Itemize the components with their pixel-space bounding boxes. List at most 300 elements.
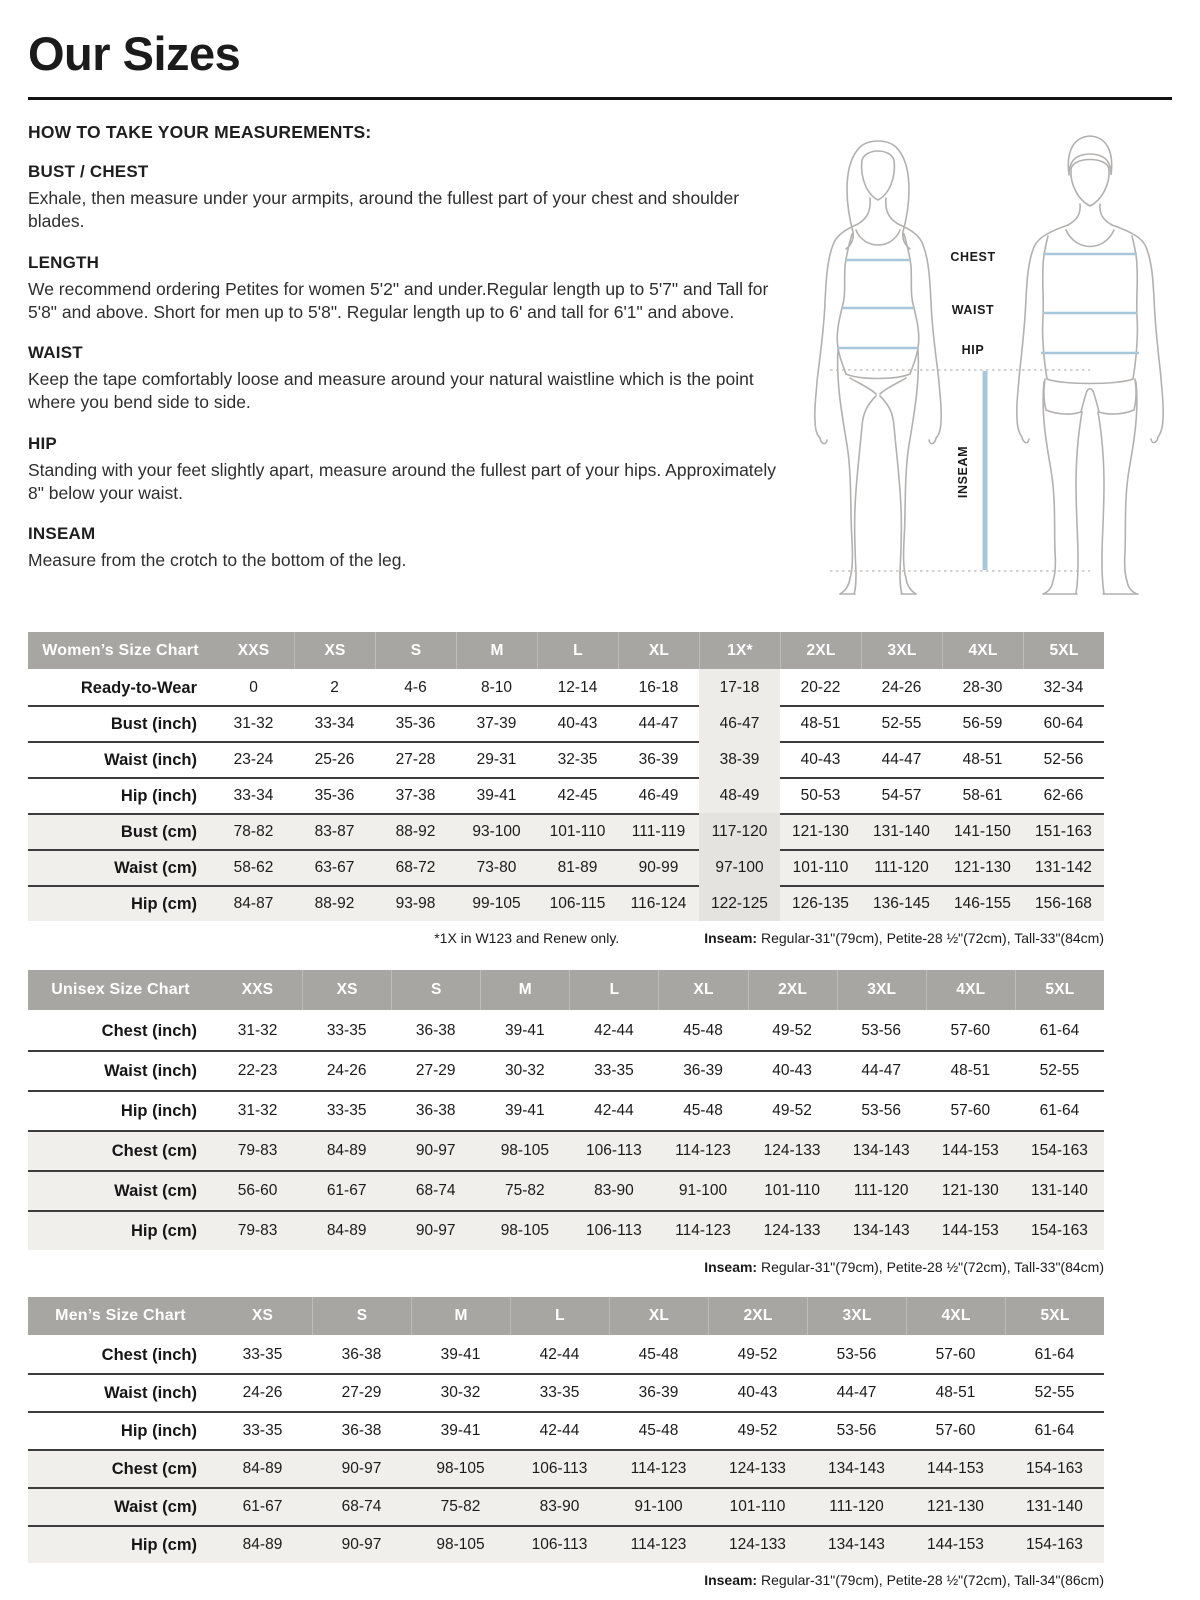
size-cell: 33-35 (326, 1022, 367, 1039)
row-label: Waist (inch) (28, 1373, 213, 1411)
size-cell: 32-34 (1043, 679, 1084, 696)
size-column-header: M (456, 632, 537, 669)
size-cell: 101-110 (748, 1170, 837, 1210)
size-cell: 134-143 (837, 1210, 926, 1250)
section-inseam (28, 524, 778, 572)
size-cell: 39-41 (456, 777, 537, 813)
size-column-header: 2XL (748, 970, 837, 1010)
size-cell: 53-56 (836, 1346, 877, 1363)
row-label: Hip (cm) (28, 1210, 213, 1250)
footnote-inseam (704, 1259, 1104, 1275)
page-title: Our Sizes (28, 27, 241, 80)
size-column-header: XL (618, 632, 699, 669)
hip-label: HIP (961, 343, 985, 357)
size-cell: 97-100 (699, 849, 780, 885)
size-cell: 45-48 (658, 1090, 747, 1130)
size-cell: 8-10 (480, 679, 513, 696)
size-cell: 33-35 (302, 1090, 391, 1130)
size-column-header: M (411, 1297, 510, 1335)
size-cell: 27-29 (391, 1050, 480, 1090)
size-column-header: XS (213, 1297, 312, 1335)
size-cell: 44-47 (837, 1050, 926, 1090)
size-cell: 144-153 (906, 1525, 1005, 1563)
size-cell: 28-30 (962, 679, 1003, 696)
size-cell: 39-41 (440, 1346, 481, 1363)
size-cell: 124-133 (708, 1525, 807, 1563)
size-cell: 61-67 (213, 1487, 312, 1525)
size-cell: 33-35 (569, 1050, 658, 1090)
diagram-labels (950, 250, 995, 498)
size-cell: 45-48 (609, 1411, 708, 1449)
size-cell: 25-26 (294, 741, 375, 777)
row-label: Hip (inch) (28, 1090, 213, 1130)
size-cell: 56-60 (213, 1170, 302, 1210)
size-cell: 141-150 (942, 813, 1023, 849)
size-cell: 42-44 (569, 1090, 658, 1130)
size-cell: 33-35 (213, 1411, 312, 1449)
size-cell: 4-6 (404, 679, 427, 696)
size-cell: 99-105 (456, 885, 537, 921)
size-cell: 57-60 (906, 1411, 1005, 1449)
size-cell: 39-41 (505, 1022, 545, 1039)
size-cell: 154-163 (1005, 1449, 1104, 1487)
row-label: Chest (cm) (28, 1449, 213, 1487)
row-label: Waist (inch) (28, 741, 213, 777)
size-cell: 36-39 (618, 741, 699, 777)
measurement-instructions (28, 118, 778, 610)
size-cell: 111-120 (861, 849, 942, 885)
size-cell: 144-153 (906, 1449, 1005, 1487)
size-cell: 0 (249, 679, 258, 696)
section-body: Standing with your feet slightly apart, measure around the fullest part of your hips. Approximately 8" below your waist. (28, 459, 777, 503)
table-row (28, 1130, 1104, 1170)
size-cell: 81-89 (537, 849, 618, 885)
size-cell: 36-39 (609, 1373, 708, 1411)
size-cell: 68-74 (391, 1170, 480, 1210)
table-row (28, 1010, 1104, 1050)
size-cell: 98-105 (411, 1449, 510, 1487)
footnote-inseam-text: Regular-31"(79cm), Petite-28 ½"(72cm), Tall-34"(86cm) (757, 1572, 1104, 1588)
size-cell: 124-133 (748, 1210, 837, 1250)
size-cell: 121-130 (926, 1170, 1015, 1210)
size-column-header: 3XL (861, 632, 942, 669)
unisex-size-chart-table (28, 970, 1104, 1250)
table-row (28, 849, 1104, 885)
size-cell: 134-143 (837, 1130, 926, 1170)
size-cell: 124-133 (708, 1449, 807, 1487)
size-cell: 117-120 (699, 813, 780, 849)
size-cell: 60-64 (1023, 705, 1104, 741)
size-cell: 22-23 (213, 1050, 302, 1090)
table-row (28, 1373, 1104, 1411)
size-column-header: 2XL (708, 1297, 807, 1335)
size-cell: 90-97 (391, 1130, 480, 1170)
size-column-header: L (569, 970, 658, 1010)
section-waist (28, 343, 778, 415)
size-cell: 31-32 (213, 705, 294, 741)
size-cell: 122-125 (699, 885, 780, 921)
size-cell: 52-55 (1005, 1373, 1104, 1411)
row-label: Bust (inch) (28, 705, 213, 741)
size-cell: 111-119 (618, 813, 699, 849)
size-cell: 52-55 (1015, 1050, 1104, 1090)
table-row (28, 813, 1104, 849)
row-label: Waist (cm) (28, 849, 213, 885)
size-cell: 121-130 (942, 849, 1023, 885)
womens-table-title: Women’s Size Chart (28, 632, 213, 669)
size-cell: 106-113 (569, 1210, 658, 1250)
size-cell: 24-26 (302, 1050, 391, 1090)
footnote-1x-note: *1X in W123 and Renew only. (434, 930, 620, 946)
section-body: Keep the tape comfortably loose and measure around your natural waistline which is the point where you bend side to side. (28, 369, 754, 413)
footnote-inseam-label: Inseam: (704, 1572, 758, 1588)
measurement-diagram (788, 118, 1172, 610)
size-column-header: 5XL (1015, 970, 1104, 1010)
row-label: Hip (cm) (28, 885, 213, 921)
mens-size-chart-table-host (28, 1297, 1104, 1563)
footnote-inseam-label: Inseam: (704, 1259, 758, 1275)
mens-size-chart-section (28, 1297, 1104, 1588)
size-cell: 40-43 (537, 705, 618, 741)
size-cell: 42-44 (510, 1411, 609, 1449)
size-cell: 106-113 (510, 1525, 609, 1563)
size-cell: 33-34 (213, 777, 294, 813)
size-cell: 61-64 (1015, 1090, 1104, 1130)
size-column-header: XL (609, 1297, 708, 1335)
row-label: Chest (inch) (101, 1345, 197, 1364)
size-cell: 16-18 (638, 679, 679, 696)
size-cell: 2 (330, 679, 339, 696)
size-cell: 33-35 (510, 1373, 609, 1411)
size-cell: 68-74 (312, 1487, 411, 1525)
size-cell: 93-100 (456, 813, 537, 849)
size-cell: 90-99 (618, 849, 699, 885)
size-cell: 46-49 (618, 777, 699, 813)
table-row (28, 1050, 1104, 1090)
size-cell: 31-32 (213, 1090, 302, 1130)
size-cell: 98-105 (411, 1525, 510, 1563)
size-cell: 49-52 (772, 1022, 812, 1039)
size-cell: 154-163 (1005, 1525, 1104, 1563)
row-label: Hip (inch) (28, 1411, 213, 1449)
size-cell: 106-115 (537, 885, 618, 921)
unisex-size-chart-table-host (28, 970, 1104, 1250)
waist-label: WAIST (951, 303, 995, 317)
size-column-header: 4XL (926, 970, 1015, 1010)
size-cell: 90-97 (312, 1525, 411, 1563)
size-column-header: 4XL (906, 1297, 1005, 1335)
size-cell: 45-48 (683, 1022, 723, 1039)
size-cell: 84-89 (213, 1449, 312, 1487)
size-cell: 73-80 (456, 849, 537, 885)
table-row (28, 1335, 1104, 1373)
size-cell: 57-60 (926, 1090, 1015, 1130)
size-cell: 88-92 (375, 813, 456, 849)
size-cell: 35-36 (375, 705, 456, 741)
womens-table-footnotes (28, 930, 1104, 946)
size-cell: 101-110 (537, 813, 618, 849)
size-column-header: XS (302, 970, 391, 1010)
table-row (28, 741, 1104, 777)
size-cell: 46-47 (699, 705, 780, 741)
size-cell: 121-130 (780, 813, 861, 849)
size-cell: 33-35 (242, 1346, 283, 1363)
size-cell: 57-60 (935, 1346, 976, 1363)
size-cell: 48-49 (699, 777, 780, 813)
size-cell: 114-123 (609, 1525, 708, 1563)
size-cell: 154-163 (1015, 1130, 1104, 1170)
size-cell: 131-140 (861, 813, 942, 849)
size-cell: 98-105 (480, 1130, 569, 1170)
top-section (28, 118, 1172, 610)
section-body: Measure from the crotch to the bottom of the leg. (28, 550, 407, 571)
size-cell: 36-38 (312, 1411, 411, 1449)
row-label: Chest (cm) (28, 1130, 213, 1170)
size-cell: 53-56 (861, 1022, 902, 1039)
size-cell: 111-120 (837, 1170, 926, 1210)
womens-size-chart-table (28, 632, 1104, 921)
section-heading: INSEAM (28, 524, 96, 544)
mens-table-title: Men’s Size Chart (28, 1297, 213, 1335)
size-cell: 17-18 (699, 669, 780, 705)
size-cell: 40-43 (748, 1050, 837, 1090)
table-row (28, 1210, 1104, 1250)
size-cell: 84-87 (213, 885, 294, 921)
size-column-header: XL (658, 970, 747, 1010)
size-cell: 30-32 (411, 1373, 510, 1411)
size-cell: 106-113 (569, 1130, 658, 1170)
footnote-inseam (704, 930, 1104, 946)
size-cell: 93-98 (375, 885, 456, 921)
size-cell: 37-39 (456, 705, 537, 741)
table-row (28, 1449, 1104, 1487)
size-cell: 36-39 (658, 1050, 747, 1090)
size-column-header: S (375, 632, 456, 669)
size-cell: 114-123 (609, 1449, 708, 1487)
size-cell: 134-143 (807, 1449, 906, 1487)
footnote-inseam-text: Regular-31"(79cm), Petite-28 ½"(72cm), Tall-33"(84cm) (757, 1259, 1104, 1275)
size-column-header: M (480, 970, 569, 1010)
size-cell: 136-145 (861, 885, 942, 921)
footnote-inseam-label: Inseam: (704, 930, 758, 946)
section-heading: HIP (28, 433, 57, 453)
size-cell: 27-29 (312, 1373, 411, 1411)
section-body: Exhale, then measure under your armpits, around the fullest part of your chest and shoulder blades. (28, 188, 740, 232)
size-cell: 24-26 (881, 679, 922, 696)
section-bust-chest (28, 162, 778, 234)
chest-label: CHEST (950, 250, 996, 264)
size-cell: 29-31 (456, 741, 537, 777)
instructions-heading: HOW TO TAKE YOUR MEASUREMENTS: (28, 122, 372, 142)
size-cell: 48-51 (942, 741, 1023, 777)
size-cell: 88-92 (294, 885, 375, 921)
row-label: Chest (inch) (101, 1021, 197, 1040)
size-cell: 42-44 (539, 1346, 580, 1363)
table-row (28, 1411, 1104, 1449)
size-column-header: 5XL (1023, 632, 1104, 669)
size-column-header: 1X* (699, 632, 780, 669)
row-label: Waist (cm) (28, 1170, 213, 1210)
size-cell: 114-123 (658, 1130, 747, 1170)
footnote-inseam (704, 1572, 1104, 1588)
size-cell: 61-64 (1039, 1022, 1080, 1039)
size-cell: 83-90 (510, 1487, 609, 1525)
size-column-header: XXS (213, 970, 302, 1010)
section-body: We recommend ordering Petites for women 5'2" and under.Regular length up to 5'7" and Tall for 5'8" and above. Short for men up to 5'8". Regular length up to 6' and tall for 6'1" and above. (28, 278, 769, 322)
size-column-header: XS (294, 632, 375, 669)
size-cell: 131-140 (1005, 1487, 1104, 1525)
size-cell: 44-47 (618, 705, 699, 741)
footnote-inseam-text: Regular-31"(79cm), Petite-28 ½"(72cm), Tall-33"(84cm) (757, 930, 1104, 946)
section-length (28, 253, 778, 325)
size-cell: 44-47 (861, 741, 942, 777)
size-cell: 62-66 (1023, 777, 1104, 813)
size-cell: 33-34 (294, 705, 375, 741)
size-cell: 78-82 (213, 813, 294, 849)
size-cell: 37-38 (375, 777, 456, 813)
size-cell: 39-41 (411, 1411, 510, 1449)
size-cell: 48-51 (926, 1050, 1015, 1090)
size-cell: 83-87 (294, 813, 375, 849)
row-label: Waist (inch) (28, 1050, 213, 1090)
unisex-size-chart-section (28, 970, 1104, 1275)
unisex-table-footnotes (28, 1259, 1104, 1275)
size-cell: 101-110 (780, 849, 861, 885)
size-cell: 156-168 (1023, 885, 1104, 921)
section-heading: BUST / CHEST (28, 162, 149, 181)
size-cell: 79-83 (213, 1130, 302, 1170)
size-cell: 35-36 (294, 777, 375, 813)
size-column-header: 5XL (1005, 1297, 1104, 1335)
size-cell: 111-120 (807, 1487, 906, 1525)
body-measurement-illustration (790, 120, 1170, 598)
size-cell: 131-140 (1015, 1170, 1104, 1210)
size-cell: 48-51 (906, 1373, 1005, 1411)
size-cell: 50-53 (780, 777, 861, 813)
size-cell: 79-83 (213, 1210, 302, 1250)
table-row (28, 705, 1104, 741)
section-heading: WAIST (28, 343, 83, 363)
size-cell: 12-14 (557, 679, 598, 696)
table-row (28, 1487, 1104, 1525)
size-cell: 68-72 (375, 849, 456, 885)
size-cell: 40-43 (780, 741, 861, 777)
size-cell: 27-28 (375, 741, 456, 777)
size-cell: 49-52 (708, 1411, 807, 1449)
size-column-header: 2XL (780, 632, 861, 669)
table-row (28, 1090, 1104, 1130)
mens-size-chart-table (28, 1297, 1104, 1563)
size-cell: 106-113 (510, 1449, 609, 1487)
size-cell: 91-100 (658, 1170, 747, 1210)
size-cell: 61-64 (1005, 1411, 1104, 1449)
size-cell: 20-22 (800, 679, 841, 696)
size-cell: 52-56 (1023, 741, 1104, 777)
size-cell: 36-38 (415, 1022, 456, 1039)
size-cell: 48-51 (780, 705, 861, 741)
table-row (28, 777, 1104, 813)
size-cell: 146-155 (942, 885, 1023, 921)
size-cell: 31-32 (237, 1022, 278, 1039)
title-divider (28, 97, 1172, 100)
size-cell: 151-163 (1023, 813, 1104, 849)
womens-size-chart-section (28, 632, 1104, 946)
size-cell: 63-67 (294, 849, 375, 885)
section-heading: LENGTH (28, 252, 100, 272)
size-column-header: L (537, 632, 618, 669)
size-cell: 98-105 (480, 1210, 569, 1250)
size-cell: 91-100 (609, 1487, 708, 1525)
size-cell: 124-133 (748, 1130, 837, 1170)
size-cell: 121-130 (906, 1487, 1005, 1525)
size-cell: 36-38 (391, 1090, 480, 1130)
size-cell: 52-55 (861, 705, 942, 741)
size-cell: 84-89 (302, 1130, 391, 1170)
size-cell: 42-44 (594, 1022, 634, 1039)
table-row (28, 885, 1104, 921)
size-cell: 134-143 (807, 1525, 906, 1563)
size-cell: 154-163 (1015, 1210, 1104, 1250)
size-cell: 39-41 (480, 1090, 569, 1130)
size-cell: 32-35 (537, 741, 618, 777)
size-cell: 61-67 (302, 1170, 391, 1210)
size-cell: 84-89 (302, 1210, 391, 1250)
mens-table-footnotes (28, 1572, 1104, 1588)
size-cell: 61-64 (1034, 1346, 1075, 1363)
size-cell: 101-110 (708, 1487, 807, 1525)
table-row (28, 1170, 1104, 1210)
row-label: Waist (cm) (28, 1487, 213, 1525)
row-label: Hip (inch) (28, 777, 213, 813)
size-column-header: S (391, 970, 480, 1010)
size-cell: 131-142 (1023, 849, 1104, 885)
size-cell: 45-48 (638, 1346, 679, 1363)
size-cell: 75-82 (480, 1170, 569, 1210)
size-cell: 83-90 (569, 1170, 658, 1210)
row-label: Hip (cm) (28, 1525, 213, 1563)
size-cell: 53-56 (837, 1090, 926, 1130)
size-column-header: L (510, 1297, 609, 1335)
size-cell: 23-24 (213, 741, 294, 777)
size-column-header: 3XL (807, 1297, 906, 1335)
size-cell: 90-97 (391, 1210, 480, 1250)
size-cell: 90-97 (312, 1449, 411, 1487)
section-hip (28, 434, 778, 506)
size-cell: 144-153 (926, 1210, 1015, 1250)
size-cell: 58-62 (213, 849, 294, 885)
size-cell: 54-57 (861, 777, 942, 813)
table-row (28, 669, 1104, 705)
table-row (28, 1525, 1104, 1563)
size-column-header: XXS (213, 632, 294, 669)
size-column-header: 4XL (942, 632, 1023, 669)
size-cell: 38-39 (699, 741, 780, 777)
size-column-header: S (312, 1297, 411, 1335)
size-cell: 53-56 (807, 1411, 906, 1449)
row-label: Bust (cm) (28, 813, 213, 849)
size-cell: 49-52 (748, 1090, 837, 1130)
womens-size-chart-table-host (28, 632, 1104, 921)
size-cell: 44-47 (807, 1373, 906, 1411)
size-cell: 116-124 (618, 885, 699, 921)
size-cell: 126-135 (780, 885, 861, 921)
size-cell: 42-45 (537, 777, 618, 813)
size-cell: 144-153 (926, 1130, 1015, 1170)
size-cell: 58-61 (942, 777, 1023, 813)
size-cell: 114-123 (658, 1210, 747, 1250)
size-cell: 56-59 (942, 705, 1023, 741)
female-figure (815, 141, 942, 594)
